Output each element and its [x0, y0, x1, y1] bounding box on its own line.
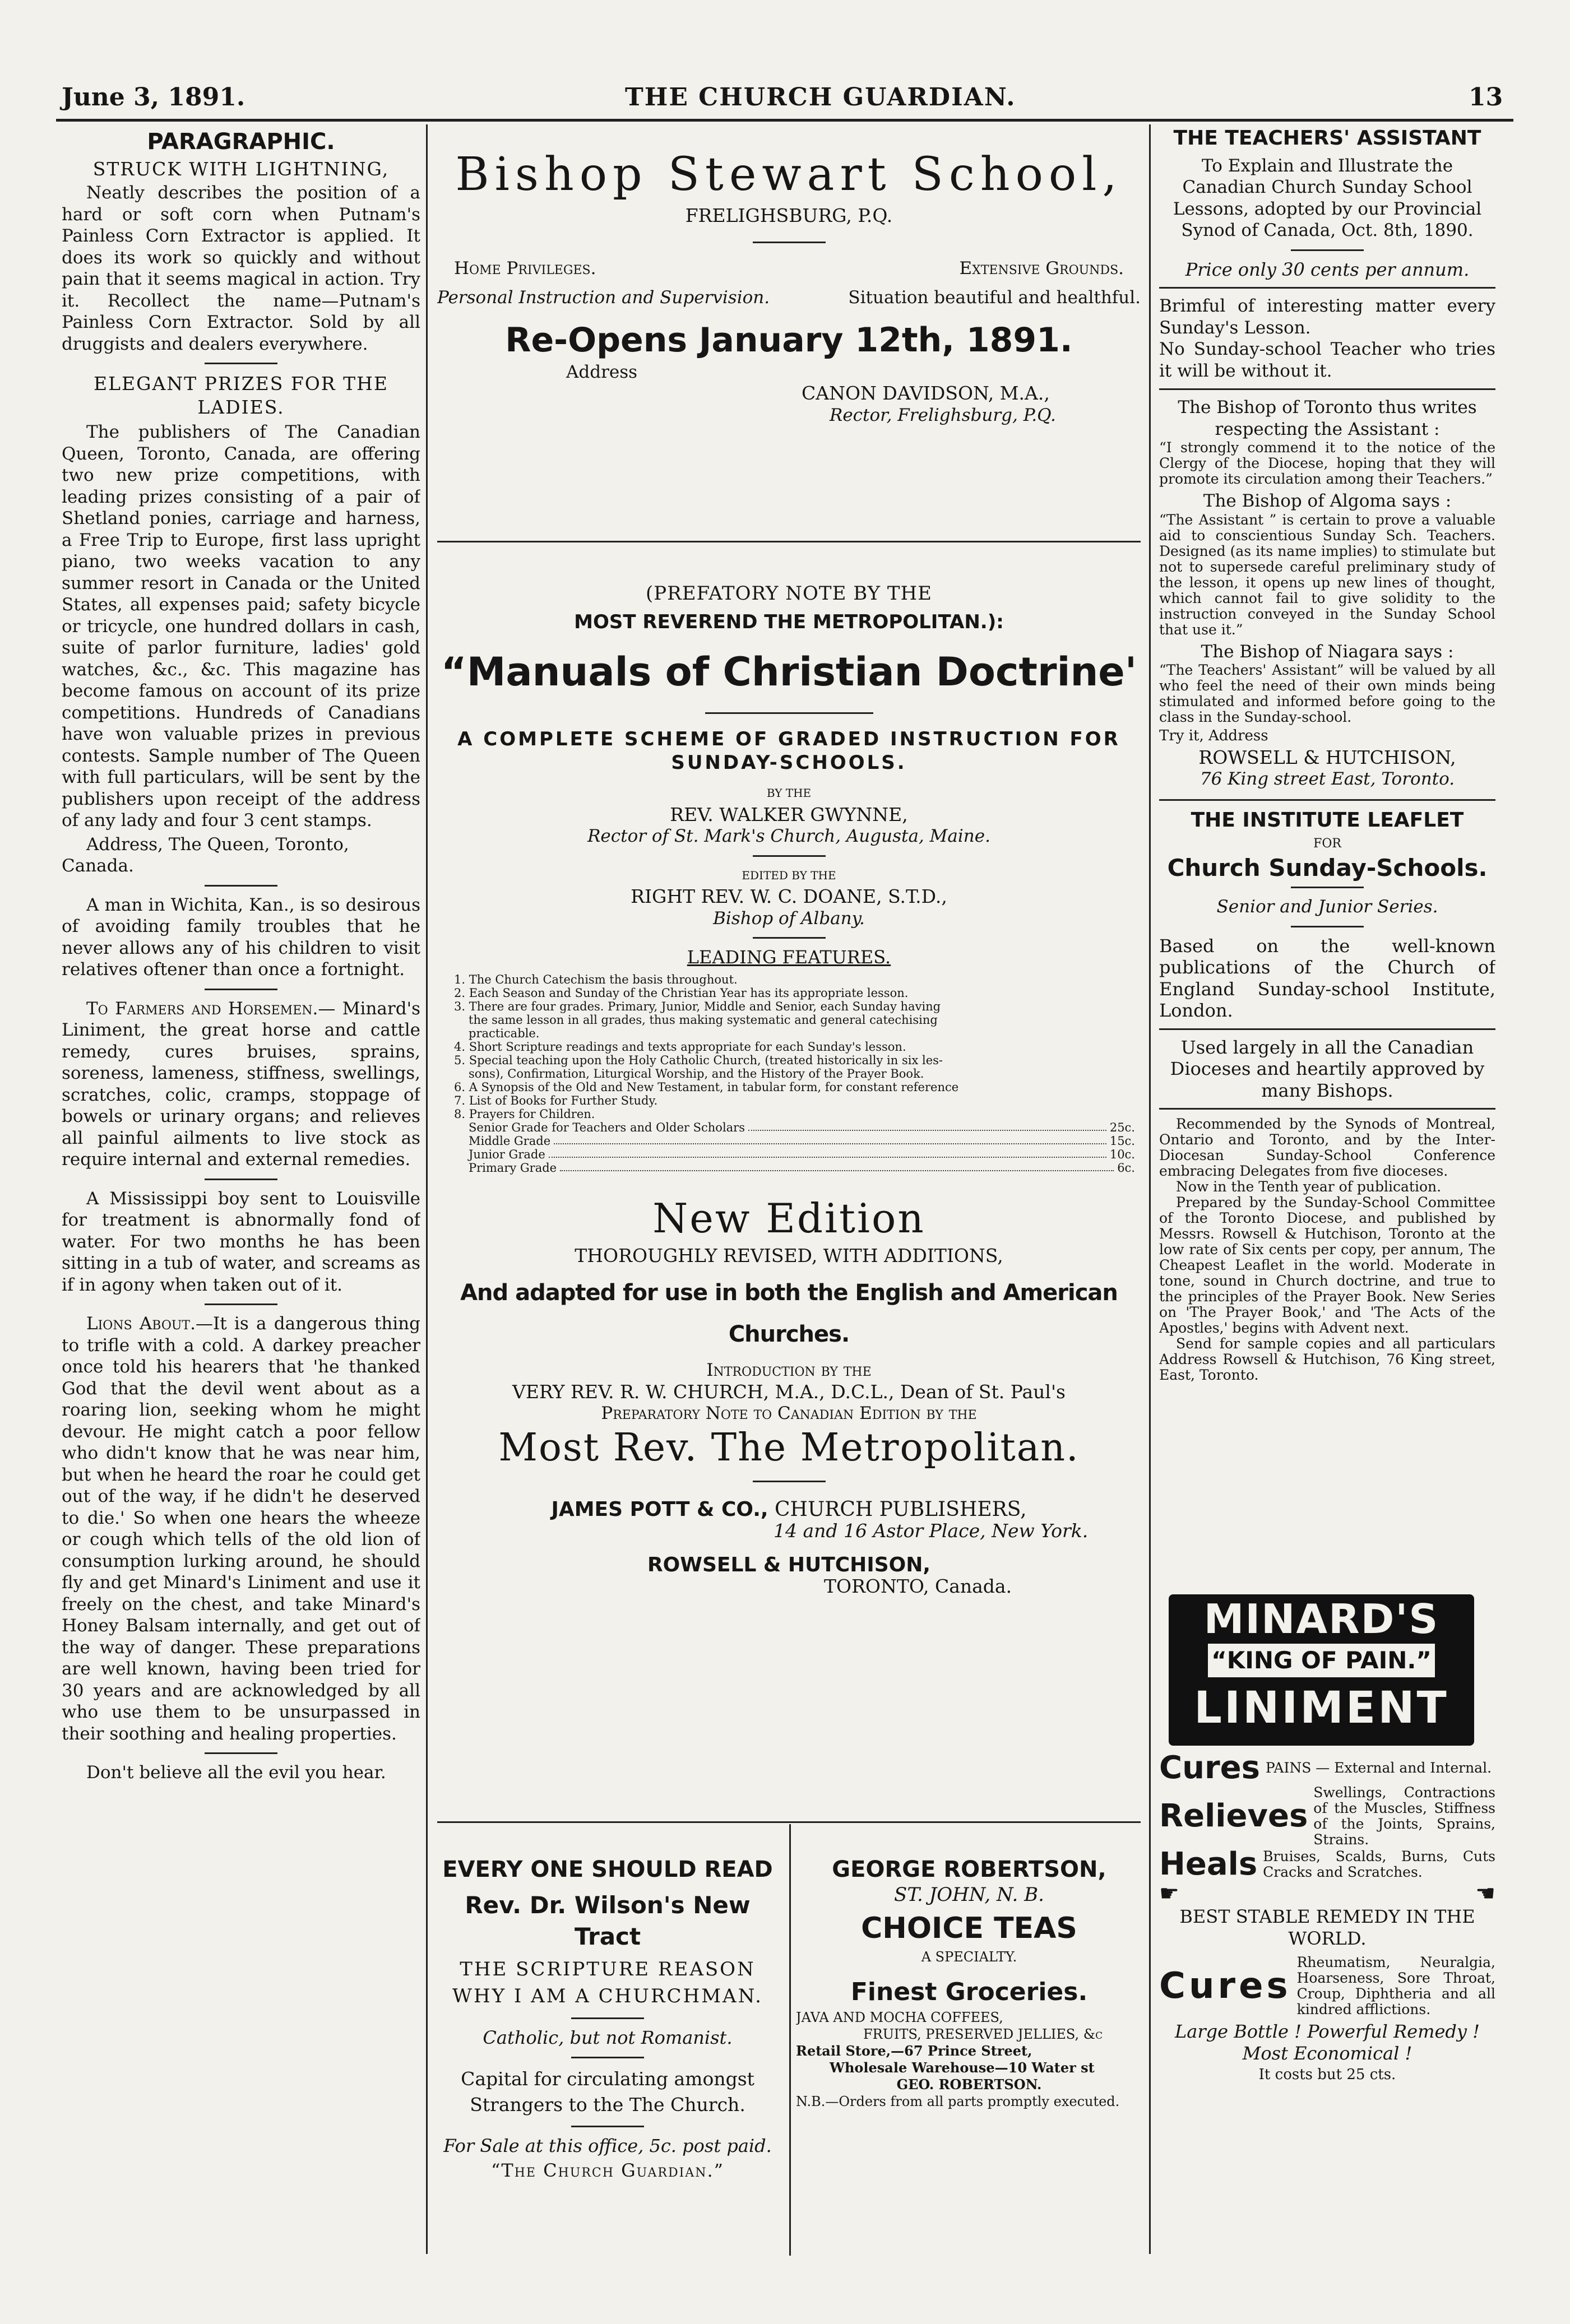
column-divider: [1149, 124, 1151, 2254]
page-date: June 3, 1891.: [62, 83, 246, 112]
heals-word: Heals: [1159, 1846, 1258, 1882]
price-value: 15c.: [1109, 1134, 1135, 1148]
canon-name: CANON DAVIDSON, M.A.,: [802, 382, 1050, 404]
article-lead: Lions About.—: [86, 1314, 213, 1334]
divider: [205, 1304, 277, 1305]
st-john: ST. JOHN, N. B.: [894, 1884, 1044, 1906]
send-for-sample: Send for sample copies and all particulars Address Rowsell & Hutchison, 76 King street, East, Toronto.: [1159, 1335, 1495, 1383]
article-text: Minard's Liniment, the great horse and cattle remedy, cures bruises, sprains, soreness, lameness, stiffness, swellings, scratches, colic, cramps, stoppage of bowels or urinary organs; and relieves all painful ailments to live stock as require internal and external remedies.: [62, 998, 420, 1170]
used-largely: Used largely in all the Canadian Dioceses and heartily approved by many Bishops.: [1170, 1036, 1485, 1101]
divider: [571, 2057, 644, 2058]
article-body: A Mississippi boy sent to Louisville for treatment is abnormally fond of water. For two months he has been sitting in a tub of water, and screams as if in agony when taken out of it.: [62, 1188, 420, 1295]
catholic-not-romanist: Catholic, but not Romanist.: [483, 2027, 733, 2048]
prepared-by: Prepared by the Sunday-School Committee of the Toronto Diocese, and published by Messrs. Rowsell & Hutchison, Toronto at the low rate of Six cents per copy, per annum, The Cheapest Leaflet in the world. Moderate in tone, sound in Church doctrine, and true to the principles of the Prayer Book. New Series on 'The Prayer Book,' and 'The Acts of the Apostles,' begins with Advent next.: [1159, 1194, 1495, 1336]
column-divider: [426, 124, 428, 2254]
article-title: STRUCK WITH LIGHTNING,: [92, 157, 390, 180]
cures-word: Cures: [1159, 1751, 1260, 1786]
king-street: 76 King street East, Toronto.: [1200, 769, 1455, 789]
bishop-albany: Bishop of Albany.: [713, 908, 865, 929]
divider: [205, 989, 277, 990]
finest-groceries: Finest Groceries.: [850, 1978, 1088, 2006]
divider: [1159, 287, 1495, 289]
section-rule: [437, 541, 1141, 542]
divider: [1291, 887, 1364, 888]
article-lead: To Farmers and Horsemen.—: [86, 998, 336, 1019]
toronto-quote: “I strongly commend it to the notice of the Clergy of the Diocese, hoping that they will promote its circulation among their Teachers.”: [1159, 439, 1495, 487]
section-heading: PARAGRAPHIC.: [147, 129, 335, 155]
article-body: Neatly describes the position of a hard or soft corn when Putnam's Painless Corn Extractor is applied. It does its work so quickly and without pain that it seems magical in action. Try it. Recollect the name—Putnam's Painless Corn Extractor. Sold by all druggists and dealers everywhere.: [62, 183, 420, 354]
most-rev-metropolitan: Most Rev. The Metropolitan.: [498, 1425, 1080, 1470]
divider: [753, 242, 826, 243]
cures2-text: Rheumatism, Neuralgia, Hoarseness, Sore Throat, Croup, Diphtheria and all kindred afflictions.: [1296, 1954, 1495, 2017]
divider: [1159, 388, 1495, 390]
heals-row: [1159, 1848, 1495, 1881]
recommended: Recommended by the Synods of Montreal, Ontario and Toronto, and by the Inter-Diocesan Sunday-School Conference embracing Delegates from five dioceses.: [1159, 1116, 1495, 1179]
prefatory-note: (PREFATORY NOTE BY THE: [646, 582, 932, 605]
for-sale: For Sale at this office, 5c. post paid.: [443, 2135, 772, 2156]
wilson-tract: Rev. Dr. Wilson's New Tract: [465, 1891, 751, 1950]
logo-mid: “KING OF PAIN.”: [1208, 1644, 1435, 1677]
divider: [1291, 249, 1364, 251]
price-row: [454, 1161, 1135, 1175]
minards-liniment-logo: [1169, 1594, 1474, 1746]
adapted-for-use: And adapted for use in both the English and American Churches.: [460, 1280, 1118, 1347]
orders-note: N.B.—Orders from all parts promptly executed.: [796, 2094, 1120, 2109]
hand-pointer-icon: ☛ ☚: [1159, 1881, 1495, 1906]
introduction-by: Introduction by the: [706, 1360, 872, 1380]
divider: [571, 2017, 644, 2019]
personal-instruction: Personal Instruction and Supervision.: [437, 287, 770, 308]
cures-row: [1159, 1751, 1495, 1785]
best-stable: BEST STABLE REMEDY IN THE WORLD.: [1179, 1906, 1475, 1949]
feature-item: 6. A Synopsis of the Old and New Testament, in tabular form, for constant reference: [454, 1080, 959, 1094]
cures2-row: [1159, 1955, 1495, 2017]
price-label: Middle Grade: [469, 1134, 551, 1148]
bishop-toronto: The Bishop of Toronto thus writes respecting the Assistant :: [1178, 397, 1477, 439]
senior-junior: Senior and Junior Series.: [1216, 897, 1438, 917]
fruits-preserved: FRUITS, PRESERVED JELLIES, &c: [863, 2026, 1103, 2042]
costs: It costs but 25 cts.: [1258, 2066, 1396, 2083]
large-bottle: Large Bottle ! Powerful Remedy ! Most Economical !: [1175, 2021, 1480, 2064]
george-robertson: GEORGE ROBERTSON,: [832, 1857, 1106, 1882]
java-mocha: JAVA AND MOCHA COFFEES,: [796, 2010, 1003, 2025]
relieves-row: [1159, 1785, 1495, 1848]
divider: [205, 1752, 277, 1754]
article-text: It is a dangerous thing to trifle with a cold. A darkey preacher once told his hearers that 'he thanked God that the devil went about as a roaring lion, seeking whom he might devour. He might catch a poor fellow who didn't know that he was near him, but when he heard the roar he could get out of the way, if he didn't he deserved to die.' So when one hears the wheeze or cough which tells of the old lion of consumption lurking around, he should fly and get Minard's Liniment and use it freely on the chest, and take Minard's Honey Balsam internally, and get out of the way of danger. These preparations are well known, having been tried for 30 years and are acknowledged by all who use them to be unsurpassed in their soothing and healing properties.: [62, 1314, 420, 1744]
preparatory-note: Preparatory Note to Canadian Edition by the: [601, 1403, 977, 1423]
column-divider: [789, 1824, 791, 2256]
relieves-text: Swellings, Contractions of the Muscles, Stiffness of the Joints, Sprains, Strains.: [1313, 1784, 1495, 1848]
feature-item: sons), Confirmation, Liturgical Worship, and the History of the Prayer Book.: [469, 1066, 924, 1080]
divider: [205, 885, 277, 887]
astor-place: 14 and 16 Astor Place, New York.: [774, 1520, 1089, 1542]
institute-leaflet: THE INSTITUTE LEAFLET: [1191, 808, 1464, 832]
james-pott: JAMES POTT & CO.,: [551, 1497, 768, 1521]
feature-item: 4. Short Scripture readings and texts appropriate for each Sunday's lesson.: [454, 1040, 906, 1054]
tenth-year: Now in the Tenth year of publication.: [1176, 1179, 1442, 1195]
feature-item: 2. Each Season and Sunday of the Christian Year has its appropriate lesson.: [454, 986, 909, 1000]
divider: [753, 855, 826, 857]
edited-by: EDITED BY THE: [742, 868, 836, 882]
church-sunday-schools: Church Sunday-Schools.: [1167, 853, 1488, 882]
very-rev-church: VERY REV. R. W. CHURCH, M.A., D.C.L., Dean of St. Paul's: [512, 1380, 1066, 1403]
price-row: [454, 1121, 1135, 1134]
church-publishers: CHURCH PUBLISHERS,: [775, 1497, 1027, 1521]
article-body: A man in Wichita, Kan., is so desirous of avoiding family troubles that he never allows any of his children to visit relatives oftener than once a fortnight.: [62, 894, 420, 980]
price-row: [454, 1134, 1135, 1148]
walker-gwynne: REV. WALKER GWYNNE,: [670, 803, 908, 825]
rowsell-hutchison: ROWSELL & HUTCHISON,: [647, 1553, 931, 1576]
article-body: Don't believe all the evil you hear.: [86, 1762, 386, 1783]
paragraphic-column: [62, 128, 420, 2252]
divider: [571, 2126, 644, 2127]
wholesale-warehouse: Wholesale Warehouse—10 Water st: [830, 2059, 1095, 2076]
capital-circulating: Capital for circulating amongst Strangers to the The Church.: [461, 2067, 754, 2116]
feature-list: [432, 968, 1146, 1175]
school-name: Bishop Stewart School,: [455, 148, 1123, 201]
rowsell-hutchison: ROWSELL & HUTCHISON,: [1198, 746, 1456, 768]
divider: [205, 363, 277, 364]
price-label: Primary Grade: [469, 1161, 557, 1175]
extensive-grounds: Extensive Grounds.: [959, 258, 1124, 279]
address-label: Address: [566, 361, 638, 382]
manuals-title: “Manuals of Christian Doctrine': [441, 649, 1137, 695]
divider: [1159, 1108, 1495, 1110]
toronto-canada: TORONTO, Canada.: [824, 1575, 1012, 1597]
divider: [705, 712, 873, 714]
feature-item: 7. List of Books for Further Study.: [454, 1093, 658, 1107]
cures-text: PAINS — External and Internal.: [1265, 1760, 1492, 1776]
geo-robertson: GEO. ROBERTSON.: [896, 2076, 1042, 2093]
feature-item: 3. There are four grades. Primary, Junior, Middle and Senior, each Sunday having: [454, 999, 941, 1013]
instruction-row: [437, 287, 1141, 309]
feature-item: 5. Special teaching upon the Holy Catholic Church, (treated historically in six les-: [454, 1053, 943, 1067]
specialty: A SPECIALTY.: [921, 1949, 1017, 1965]
newspaper-title: THE CHURCH GUARDIAN.: [625, 83, 1016, 112]
article-body: [62, 1313, 420, 1745]
page-number: 13: [1469, 83, 1503, 112]
school-advertisement: [437, 128, 1141, 537]
assistant-heading: THE TEACHERS' ASSISTANT: [1173, 128, 1481, 150]
niagara-quote: “The Teachers' Assistant” will be valued by all who feel the need of their own minds being stimulated and informed before going to the class in the Sunday-school.: [1159, 662, 1495, 725]
new-edition: New Edition: [652, 1194, 925, 1242]
scheme-title: A COMPLETE SCHEME OF GRADED INSTRUCTION FOR SUNDAY-SCHOOLS.: [457, 728, 1120, 774]
thoroughly-revised: THOROUGHLY REVISED, WITH ADDITIONS,: [575, 1244, 1003, 1267]
price-label: Junior Grade: [469, 1147, 545, 1161]
leading-features: LEADING FEATURES.: [687, 947, 891, 968]
price-label: Senior Grade for Teachers and Older Scholars: [469, 1120, 745, 1134]
bishop-niagara: The Bishop of Niagara says :: [1201, 641, 1454, 662]
situation: Situation beautiful and healthful.: [848, 287, 1141, 308]
price-value: 6c.: [1117, 1161, 1135, 1175]
relieves-word: Relieves: [1159, 1798, 1308, 1834]
price-value: 25c.: [1109, 1120, 1135, 1134]
for-label: FOR: [1313, 837, 1341, 851]
minards-claims: [1159, 1751, 1495, 2250]
article-address: Address, The Queen, Toronto, Canada.: [62, 834, 349, 876]
reopens-date: Re-Opens January 12th, 1891.: [505, 320, 1073, 360]
church-guardian: “The Church Guardian.”: [491, 2160, 724, 2181]
try-it: Try it, Address: [1159, 727, 1268, 744]
feature-item: 1. The Church Catechism the basis throughout.: [454, 972, 738, 986]
most-reverend: MOST REVEREND THE METROPOLITAN.):: [574, 610, 1004, 633]
article-body: [62, 998, 420, 1171]
by-the: BY THE: [766, 786, 812, 800]
scripture-reason: THE SCRIPTURE REASON WHY I AM A CHURCHMAN.: [452, 1958, 763, 2007]
tract-advertisement: [432, 1844, 784, 2247]
robertson-advertisement: [796, 1844, 1142, 2247]
privileges-row: [437, 258, 1141, 280]
heals-text: Bruises, Scalds, Burns, Cuts Cracks and Scratches.: [1263, 1848, 1495, 1880]
bishop-algoma: The Bishop of Algoma says :: [1203, 491, 1452, 511]
based-on: Based on the well-known publications of the Church of England Sunday-school Institute, London.: [1159, 935, 1495, 1021]
divider: [753, 1481, 826, 1482]
divider: [205, 1179, 277, 1180]
brimful: Brimful of interesting matter every Sunday's Lesson.: [1159, 296, 1495, 338]
divider: [1159, 1028, 1495, 1030]
teachers-assistant-column: [1159, 128, 1495, 1562]
no-teacher: No Sunday-school Teacher who tries it will be without it.: [1159, 339, 1495, 381]
feature-item: practicable.: [469, 1026, 540, 1040]
header-rule: [56, 119, 1513, 122]
divider: [1159, 799, 1495, 801]
divider: [753, 937, 826, 939]
logo-bot: LINIMENT: [1194, 1683, 1449, 1733]
choice-teas: CHOICE TEAS: [861, 1911, 1077, 1945]
feature-item: the same lesson in all grades, thus making systematic and general catechising: [469, 1013, 938, 1027]
article-body: The publishers of The Canadian Queen, Toronto, Canada, are offering two new prize competitions, with leading prizes consisting of a pair of Shetland ponies, carriage and harness, a Free Trip to Europe, first lass upright piano, two weeks vacation to any summer resort in Canada or the United States, all expenses paid; safety bicycle or tricycle, one hundred dollars in cash, suite of parlor furniture, ladies' gold watches, &c., &c. This magazine has become famous on account of its prize competitions. Hundreds of Canadians have won valuable prizes in previous contests. Sample number of The Queen with full particulars, will be sent by the publishers upon receipt of the address of any lady and four 3 cent stamps.: [62, 422, 420, 831]
algoma-quote: “The Assistant ” is certain to prove a valuable aid to conscientious Sunday Sch. Teachers. Designed (as its name implies) to stimulate but not to supersede careful preliminary study of the lesson, it opens up new lines of thought, which cannot fail to give solidity to the instruction conveyed in the Sunday School that use it.”: [1159, 511, 1495, 638]
price-row: [454, 1148, 1135, 1161]
price-value: 10c.: [1109, 1147, 1135, 1161]
logo-top: MINARD'S: [1203, 1595, 1439, 1643]
assistant-price: Price only 30 cents per annum.: [1185, 258, 1470, 280]
publisher-row: [432, 1499, 1146, 1521]
everyone-should-read: EVERY ONE SHOULD READ: [442, 1857, 773, 1882]
divider: [1291, 926, 1364, 927]
assistant-body: To Explain and Illustrate the Canadian Church Sunday School Lessons, adopted by our Provincial Synod of Canada, Oct. 8th, 1890.: [1173, 155, 1482, 240]
article-title: ELEGANT PRIZES FOR THE LADIES.: [93, 373, 389, 418]
cures2-word: Cures: [1159, 1965, 1291, 2007]
retail-store: Retail Store,—67 Prince Street,: [796, 2043, 1032, 2059]
canon-rector: Rector, Frelighsburg, P.Q.: [830, 405, 1056, 425]
rector-st-mark: Rector of St. Mark's Church, Augusta, Maine.: [587, 826, 990, 846]
right-rev-doane: RIGHT REV. W. C. DOANE, S.T.D.,: [631, 885, 947, 907]
home-privileges: Home Privileges.: [454, 258, 596, 279]
feature-item: 8. Prayers for Children.: [454, 1107, 595, 1121]
section-rule: [437, 1821, 1141, 1823]
manuals-advertisement: [432, 566, 1146, 1810]
school-place: FRELIGHSBURG, P.Q.: [685, 205, 893, 226]
